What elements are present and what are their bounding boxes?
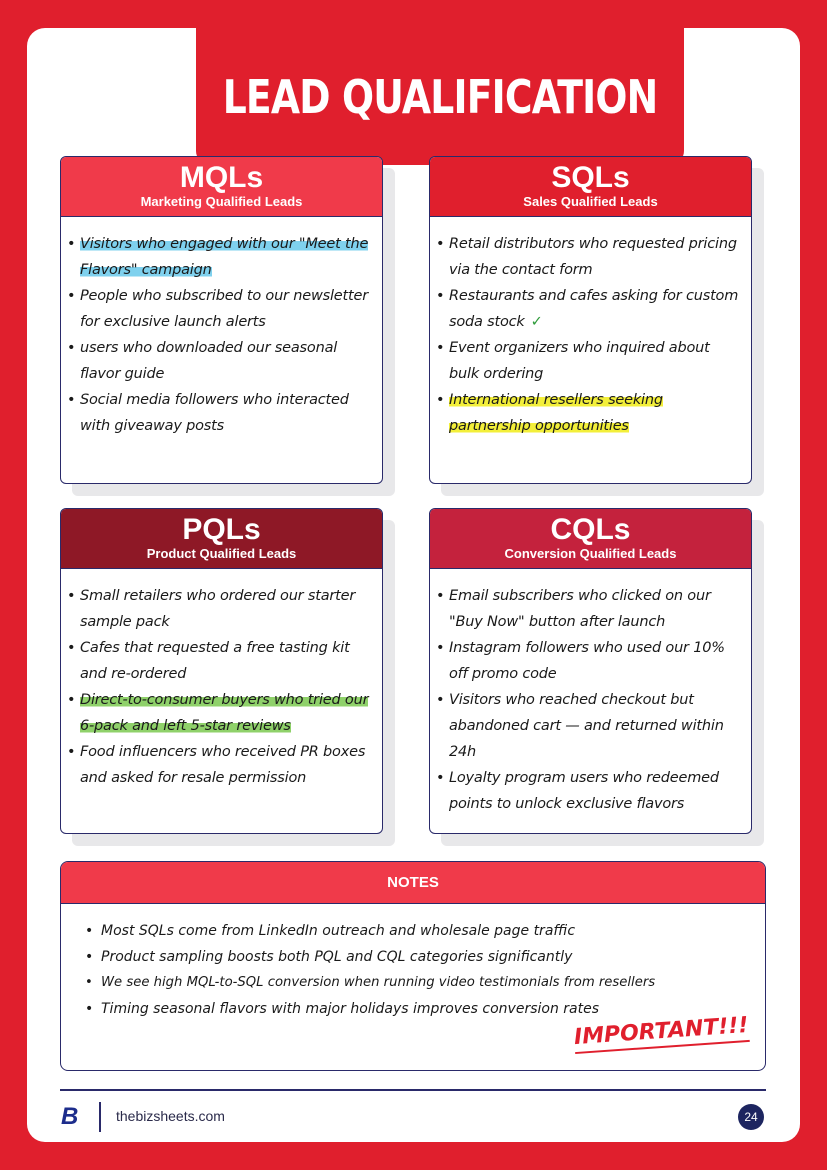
pql-abbr: PQLs [182,513,261,546]
pql-card-header [61,509,382,569]
list-item: • Restaurants and cafes asking for custom soda stock ✓ [436,283,743,335]
pql-card [60,508,383,834]
pql-list [61,569,382,791]
page-title: LEAD QUALIFICATION [222,69,658,124]
cql-full-name: Conversion Qualified Leads [504,546,677,561]
notes-list [61,904,765,1022]
pql-full-name: Product Qualified Leads [146,546,297,561]
mql-full-name: Marketing Qualified Leads [140,194,303,209]
list-item: • People who subscribed to our newsletter for exclusive launch alerts [67,283,374,335]
list-item: • Small retailers who ordered our starter sample pack [67,583,374,635]
notes-box [60,861,766,1071]
list-item: • Product sampling boosts both PQL and CQL categories significantly [85,944,765,970]
logo-separator [99,1102,101,1132]
mql-abbr: MQLs [179,161,264,194]
list-item: • Instagram followers who used our 10% off promo code [436,635,743,687]
list-item: • Loyalty program users who redeemed points to unlock exclusive flavors [436,765,743,817]
footer-divider [60,1089,766,1091]
list-item: • Food influencers who received PR boxes and asked for resale permission [67,739,374,791]
sql-list [430,217,751,439]
list-item: • Direct-to-consumer buyers who tried our 6-pack and left 5-star reviews [67,687,374,739]
website-link[interactable]: thebizsheets.com [116,1108,225,1124]
list-item: • Social media followers who interacted with giveaway posts [67,387,374,439]
sql-card [429,156,752,484]
sql-full-name: Sales Qualified Leads [523,194,658,209]
cql-card [429,508,752,834]
cql-list [430,569,751,817]
list-item: • Timing seasonal flavors with major holidays improves conversion rates [85,996,765,1022]
sql-card-header [430,157,751,217]
list-item: • Visitors who engaged with our "Meet the Flavors" campaign [67,231,374,283]
list-item: • Most SQLs come from LinkedIn outreach and wholesale page traffic [85,918,765,944]
list-item: • International resellers seeking partnership opportunities [436,387,743,439]
list-item: • Visitors who reached checkout but abandoned cart — and returned within 24h [436,687,743,765]
list-item: • Retail distributors who requested pricing via the contact form [436,231,743,283]
page-number: 24 [738,1104,764,1130]
list-item: • We see high MQL-to-SQL conversion when running video testimonials from resellers [85,970,765,996]
cql-abbr: CQLs [550,513,631,546]
list-item: • Cafes that requested a free tasting kit and re-ordered [67,635,374,687]
mql-card-header [61,157,382,217]
list-item: • users who downloaded our seasonal flavor guide [67,335,374,387]
mql-list [61,217,382,439]
cql-card-header [430,509,751,569]
checkmark-icon: ✓ [530,314,543,330]
list-item: • Event organizers who inquired about bulk ordering [436,335,743,387]
important-stamp: IMPORTANT!!! [573,1013,749,1054]
notes-heading: NOTES [61,862,765,904]
mql-card [60,156,383,484]
title-banner [196,28,684,165]
sql-abbr: SQLs [551,161,630,194]
bizsheets-logo-icon: B [61,1103,79,1130]
list-item: • Email subscribers who clicked on our "Buy Now" button after launch [436,583,743,635]
